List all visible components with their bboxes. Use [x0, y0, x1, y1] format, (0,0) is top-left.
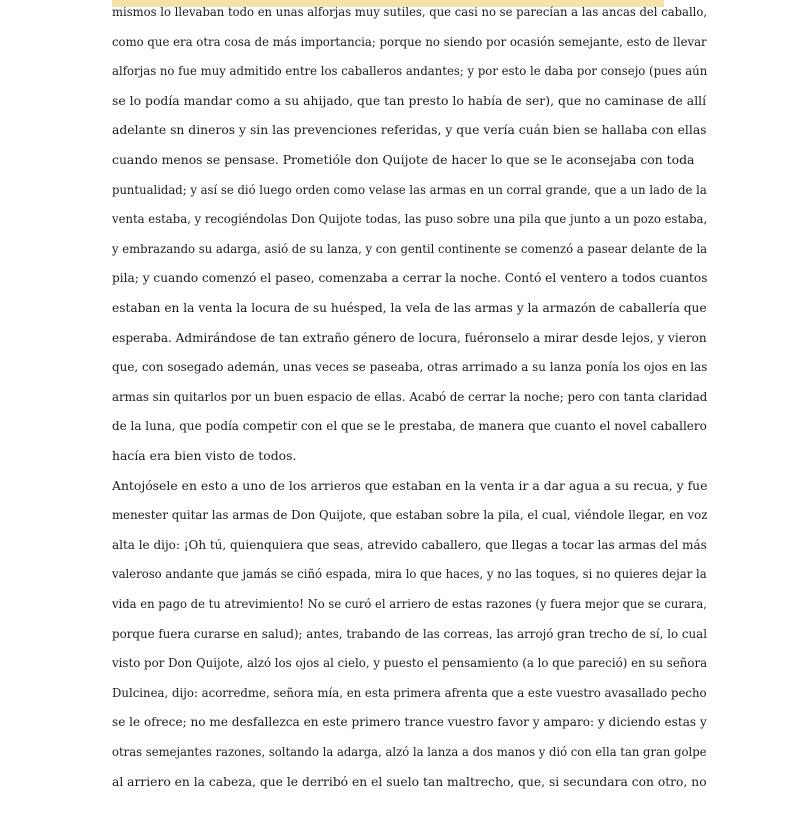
text-line: como que era otra cosa de más importancia; porque no siendo por ocasión semejante, esto de llevar [112, 33, 707, 49]
text-line: porque fuera curarse en salud); antes, trabando de las correas, las arrojó gran trecho de sí, lo cual [112, 625, 708, 641]
text-line: valeroso andante que jamás se ciñó espada, mira lo que haces, y no las toques, si no quieres dejar la [112, 566, 707, 582]
text-line: se le ofrece; no me desfallezca en este primero trance vuestro favor y amparo: y diciendo estas y [112, 714, 707, 730]
text-line: menester quitar las armas de Don Quijote, que estaban sobre la pila, el cual, viéndole llegar, en voz [112, 507, 708, 523]
text-line: vida en pago de tu atrevimiento! No se curó el arriero de estas razones (y fuera mejor que se curara, [112, 596, 707, 611]
text-line: otras semejantes razones, soltando la adarga, alzó la lanza a dos manos y dió con ella tan gran golpe [112, 744, 707, 759]
text-line: visto por Don Quijote, alzó los ojos al cielo, y puesto el pensamiento (a lo que pareció) en su señora [112, 655, 708, 671]
text-line: estaban en la venta la locura de su huésped, la vela de las armas y la armazón de caballería que [112, 300, 707, 315]
text-line: puntualidad; y así se dió luego orden como velase las armas en un corral grande, que a un lado de la [112, 181, 707, 197]
text-line: Dulcinea, dijo: acorredme, señora mía, en esta primera afrenta que a este vuestro avasallado pecho [112, 684, 707, 700]
text-line: de la luna, que podía competir con el que se le prestaba, de manera que cuanto el novel caballero [112, 418, 707, 434]
text-line: Antojósele en esto a uno de los arrieros que estaban en la venta ir a dar agua a su recua, y fue [112, 477, 708, 493]
text-line: pila; y cuando comenzó el paseo, comenzaba a cerrar la noche. Contó el ventero a todos cuantos [112, 270, 708, 286]
text-line: se lo podía mandar como a su ahijado, que tan presto lo había de ser), que no caminase de allí [112, 92, 707, 108]
text-line: que, con sosegado ademán, unas veces se paseaba, otras arrimado a su lanza ponía los ojos en las [112, 359, 708, 375]
text-line: cuando menos se pensase. Prometióle don Quijote de hacer lo que se le aconsejaba con toda [112, 152, 695, 167]
text-line: esperaba. Admirándose de tan extraño género de locura, fuéronselo a mirar desde lejos, y vieron [112, 329, 707, 345]
text-line: hacía era bien visto de todos. [112, 448, 297, 463]
text-line: mismos lo llevaban todo en unas alforjas muy sutiles, que casi no se parecían a las ancas del caballo, [112, 4, 708, 19]
text-line: armas sin quitarlos por un buen espacio de ellas. Acabó de cerrar la noche; pero con tanta claridad [112, 388, 708, 404]
text-line: al arriero en la cabeza, que le derribó en el suelo tan maltrecho, que, si secundara con otro, no [112, 773, 707, 789]
text-line: alta le dijo: ¡Oh tú, quienquiera que seas, atrevido caballero, que llegas a tocar las armas del más [112, 536, 707, 552]
text-line: adelante sn dineros y sin las prevenciones referidas, y que vería cuán bien se hallaba con ellas [112, 122, 707, 138]
text-line: venta estaba, y recogiéndolas Don Quijote todas, las puso sobre una pila que junto a un pozo estaba, [112, 211, 708, 227]
text-line: y embrazando su adarga, asió de su lanza, y con gentil continente se comenzó a pasear delante de la [112, 240, 708, 256]
text-line: alforjas no fue muy admitido entre los caballeros andantes; y por esto le daba por consejo (pues aún [112, 63, 708, 79]
